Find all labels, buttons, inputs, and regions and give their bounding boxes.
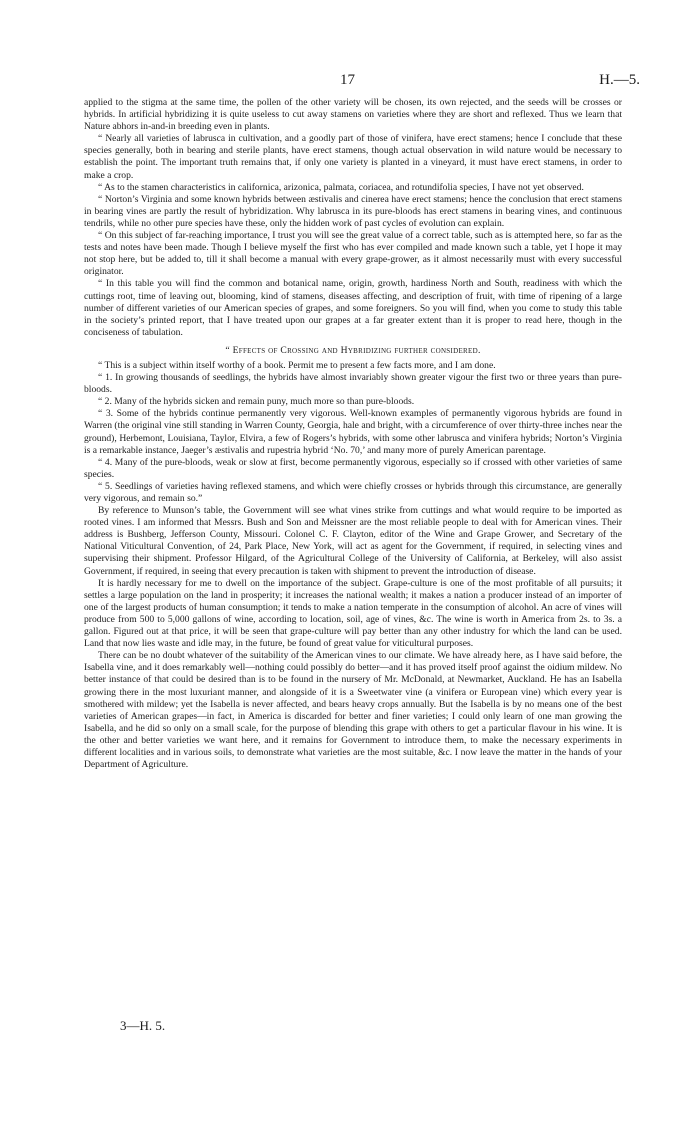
paragraph: “ 5. Seedlings of varieties having reflexed stamens, and which were chiefly crosses or hybrids through this circumstance, are generally very vigorous, and remain so.” bbox=[84, 480, 622, 504]
paragraph: “ Norton’s Virginia and some known hybrids between æstivalis and cinerea have erect stamens; hence the conclusion that erect stamens in bearing vines are partly the result of hybridization. Why labrusca in its pure-bloods has erect stamens in bearing vines, and continuous tendrils, while no other pure species have these, only the hidden work of past cycles of evolution can explain. bbox=[84, 193, 622, 229]
paragraph: There can be no doubt whatever of the suitability of the American vines to our climate. We have already here, as I have said before, the Isabella vine, and it does remarkably well—nothing could possibly do better—and it has proved itself proof against the oidium mildew. No better instance of that could be desired than is to be found in the nursery of Mr. McDonald, at Newmarket, Auckland. He has an Isabella growing there in the most luxuriant manner, and alongside of it is a Sweetwater vine (a vinifera or European vine) which every year is smothered with mildew; yet the Isabella is never affected, and bears heavy crops annually. But the Isabella is by no means one of the best varieties of American grapes—in fact, in America is discarded for better and finer varieties; I could only learn of one man growing the Isabella, and he did so only on a small scale, for the purpose of blending this grape with others to get a particular flavour in his wine. It is the other and better varieties we want here, and it remains for Government to introduce them, to make the necessary experiments in different localities and in various soils, to demonstrate what varieties are the most suitable, &c. I now leave the matter in the hands of your Department of Agriculture. bbox=[84, 650, 622, 771]
paragraph: By reference to Munson’s table, the Government will see what vines strike from cuttings and what would require to be imported as rooted vines. I am informed that Messrs. Bush and Son and Meissner are the most reliable people to deal with for American vines. Their address is Bushberg, Jefferson County, Missouri. Colonel C. F. Clayton, editor of the Wine and Grape Grower, and Secretary of the National Viticultural Convention, of 24, Park Place, New York, will act as agent for the Government, if required, in selecting vines and supervising their shipment. Professor Hilgard, of the Agricultural College of the University of California, at Berkeley, will also assist Government, if required, in seeing that every precaution is taken with shipment to prevent the introduction of disease. bbox=[84, 505, 622, 577]
body-text bbox=[84, 97, 622, 771]
paragraph: “ In this table you will find the common and botanical name, origin, growth, hardiness North and South, readiness with which the cuttings root, time of leaving out, blooming, kind of stamens, diseases affecting, and description of fruit, with time of ripening of a large number of different varieties of our American species of grapes, and some foreigners. So you will find, when you come to study this table in the society’s printed report, that I have treated upon our grapes at a far greater extent than it is proper to read here, though in the conciseness of tabulation. bbox=[84, 278, 622, 338]
footer-signature: 3—H. 5. bbox=[120, 1018, 166, 1033]
paragraph: “ 2. Many of the hybrids sicken and remain puny, much more so than pure-bloods. bbox=[98, 396, 415, 408]
page-number: 17 bbox=[340, 72, 355, 88]
page-header bbox=[0, 72, 700, 92]
paragraph: “ As to the stamen characteristics in californica, arizonica, palmata, coriacea, and rotundifolia species, I have not yet observed. bbox=[98, 181, 584, 193]
paragraph: applied to the stigma at the same time, the pollen of the other variety will be chosen, its own rejected, and the seeds will be crosses or hybrids. In artificial hybridizing it is quite useless to cut away stamens on varieties where they are short and reflexed. Thus we learn that Nature abhors in-and-in breeding even in plants. bbox=[84, 97, 622, 133]
section-heading: “ Effects of Crossing and Hybridizing further considered. bbox=[225, 344, 481, 356]
paragraph: “ On this subject of far-reaching importance, I trust you will see the great value of a correct table, such as is attempted here, so far as the tests and notes have been made. Though I believe myself the first who has ever compiled and made known such a table, yet I hope it may not stop here, but be added to, till it shall become a manual with every grape-grower, as it almost necessarily must with every successful originator. bbox=[84, 230, 622, 278]
paragraph: “ This is a subject within itself worthy of a book. Permit me to present a few facts more, and I am done. bbox=[98, 359, 496, 371]
paragraph: It is hardly necessary for me to dwell on the importance of the subject. Grape-culture is one of the most profitable of all pursuits; it settles a large population on the land in prosperity; it increases the national wealth; it makes a nation a producer instead of an importer of one of the largest products of human consumption; it tends to make a nation temperate in the consumption of alcohol. An acre of vines will produce from 500 to 5,000 gallons of wine, according to location, soil, age of vines, &c. The wine is worth in America from 2s. to 3s. a gallon. Figured out at that price, it will be seen that grape-culture will pay better than any other industry for which the land can be used. Land that now lies waste and idle may, in the future, be found of great value for viticultural purposes. bbox=[84, 577, 622, 650]
paragraph: “ 3. Some of the hybrids continue permanently very vigorous. Well-known examples of permanently vigorous hybrids are found in Warren (the original vine still standing in Warren County, Georgia, hale and bright, with a circumference of over thirty-three inches near the ground), Herbemont, Louisiana, Taylor, Elvira, a few of Rogers’s hybrids, with some other labrusca and vinifera hybrids; Norton’s Virginia is a remarkable instance, Jaeger’s æstivalis and rupestria hybrid ‘No. 70,’ and many more of purely American parentage. bbox=[84, 408, 622, 456]
document-reference: H.—5. bbox=[599, 72, 640, 88]
paragraph: “ 1. In growing thousands of seedlings, the hybrids have almost invariably shown greater vigour the first two or three years than pure-bloods. bbox=[84, 372, 622, 396]
paragraph: “ 4. Many of the pure-bloods, weak or slow at first, become permanently vigorous, especially so if crossed with other varieties of same species. bbox=[84, 456, 622, 480]
paragraph: “ Nearly all varieties of labrusca in cultivation, and a goodly part of those of vinifera, have erect stamens; hence I conclude that these species generally, both in bearing and sterile plants, have erect stamens, though actual observation in wild nature would be necessary to establish the point. The important truth remains that, if only one variety is planted in a vineyard, it must have erect stamens, in order to make a crop. bbox=[84, 133, 622, 181]
